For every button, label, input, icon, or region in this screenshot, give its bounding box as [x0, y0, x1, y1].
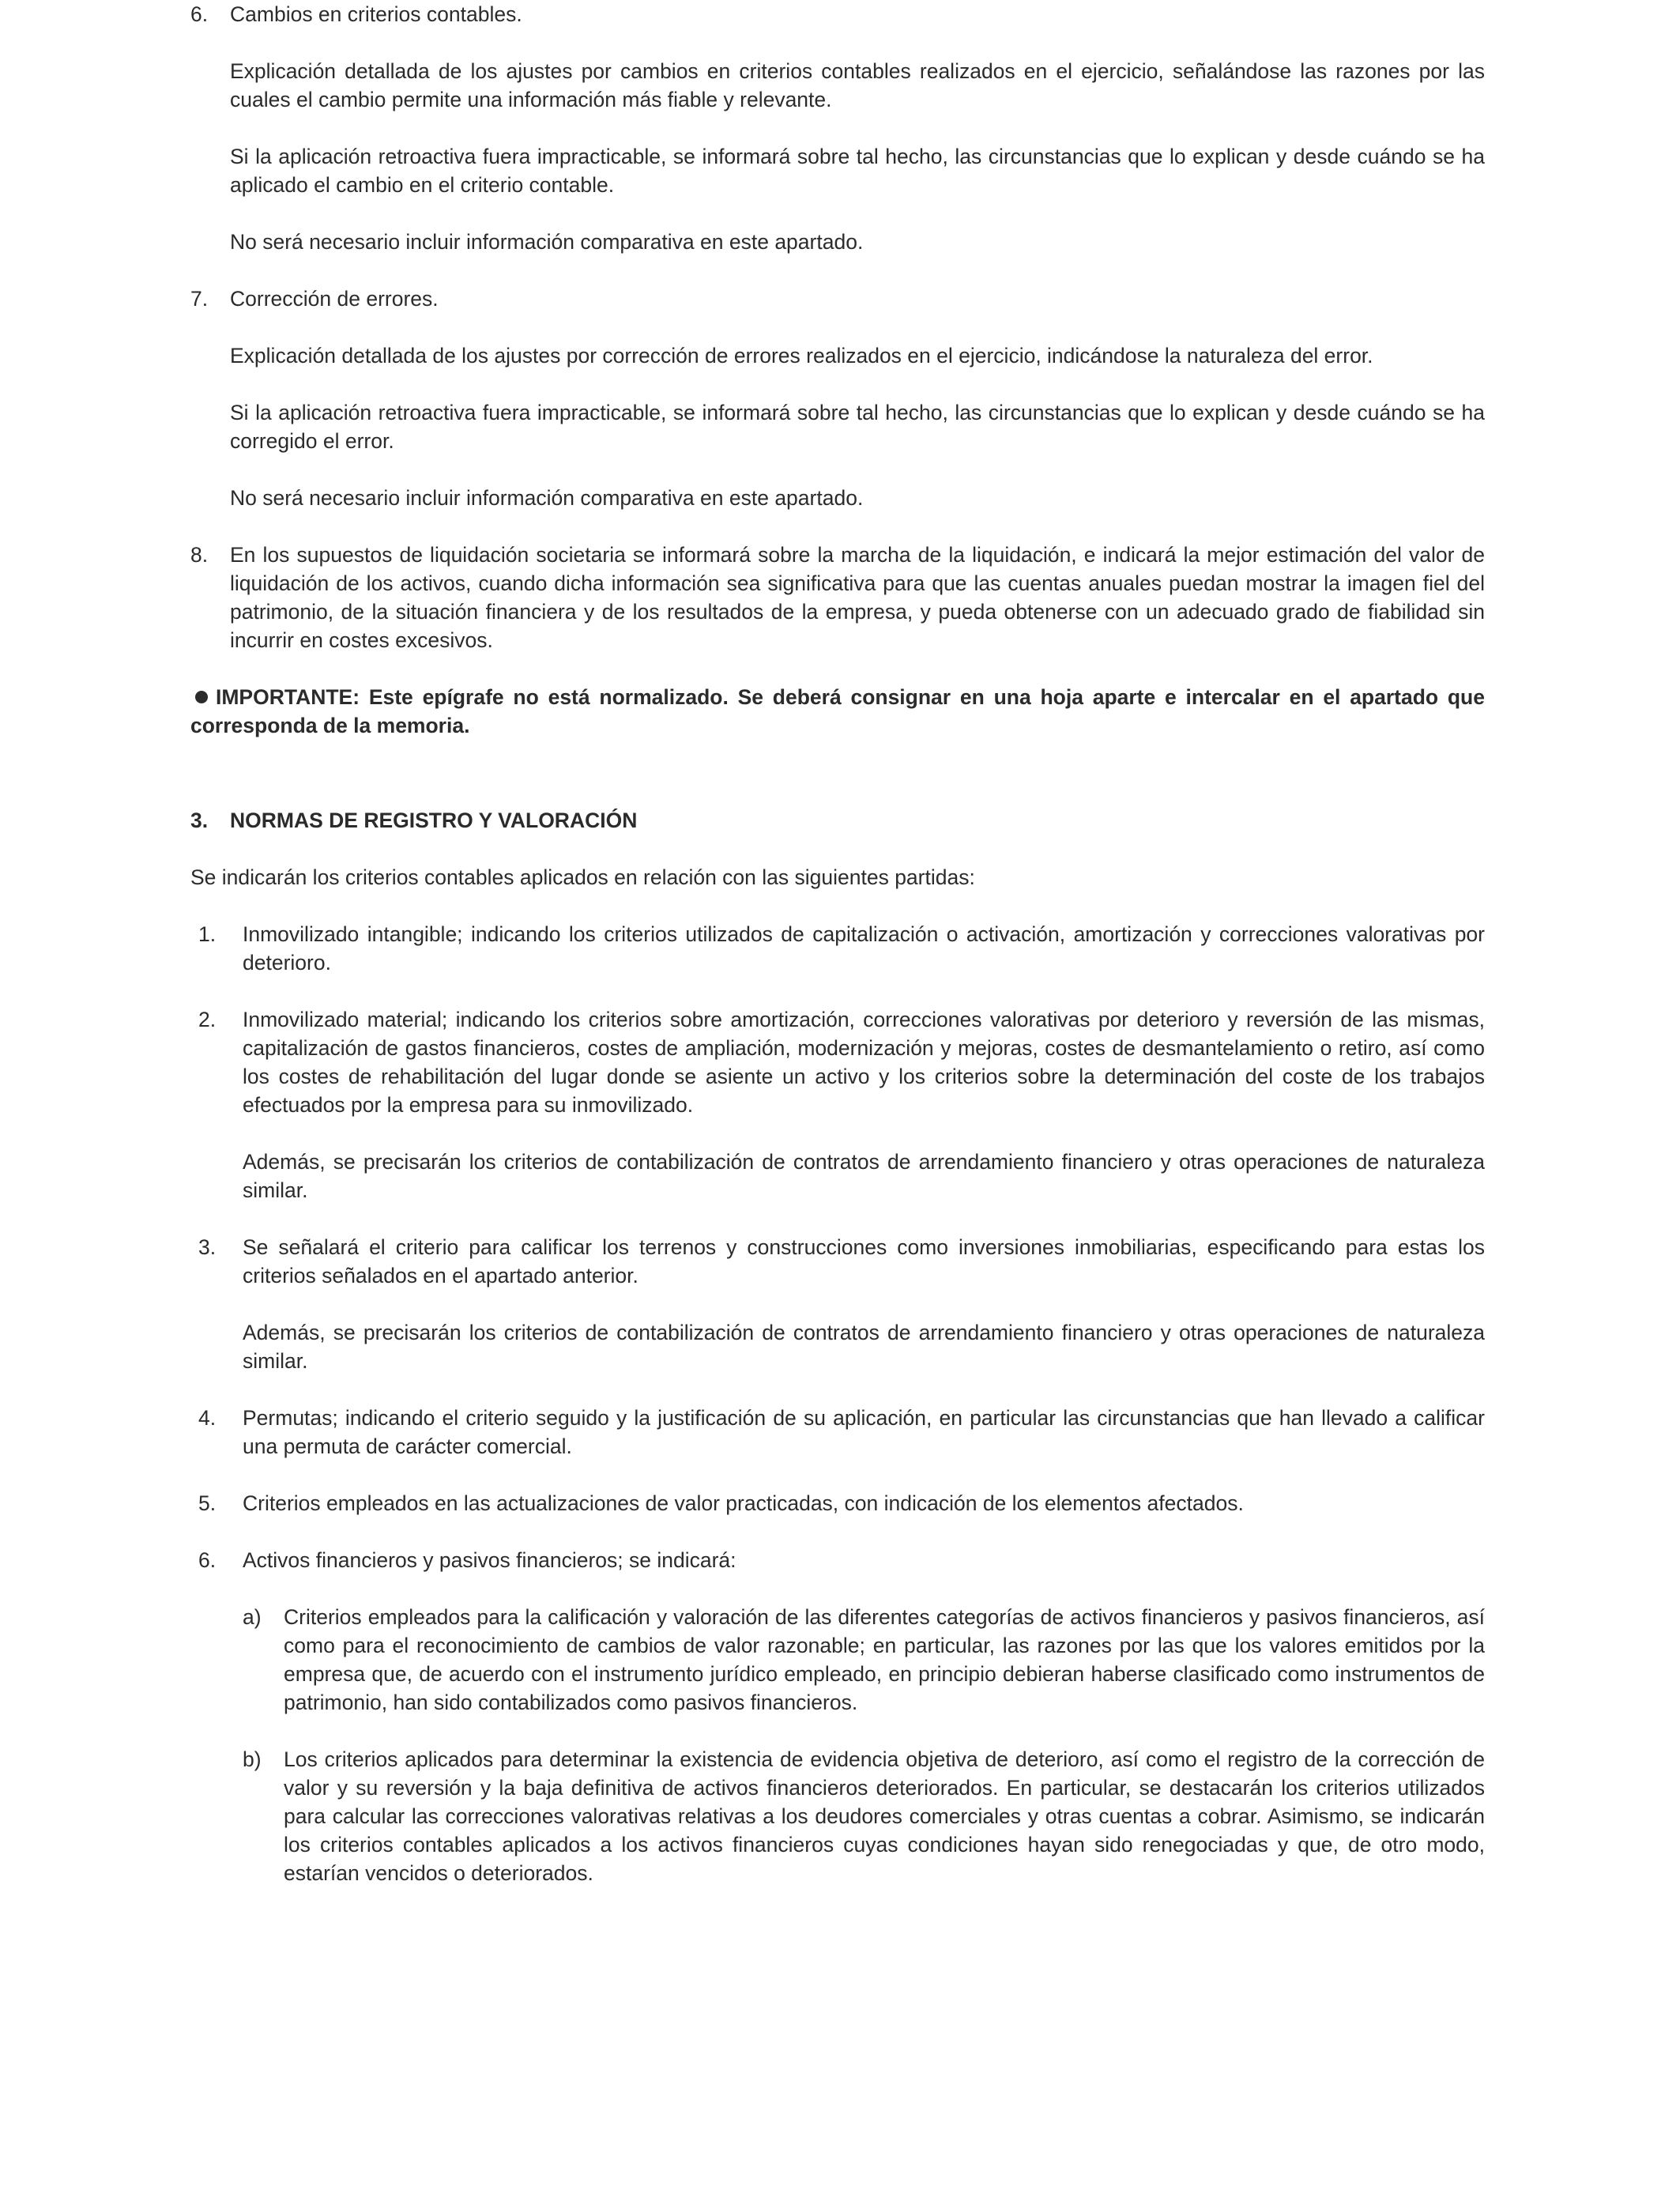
- paragraph: Permutas; indicando el criterio seguido y la justificación de su aplicación, en particular las circunstancias que han llevado a calificar una permuta de carácter comercial.: [243, 1406, 1485, 1458]
- item-number: 1.: [198, 922, 217, 946]
- item-number: 3.: [198, 1235, 217, 1259]
- list-item-s3-4: [190, 1404, 1485, 1461]
- list-item-7: [190, 285, 1485, 512]
- important-note: [190, 683, 1485, 740]
- list-item-6: [190, 0, 1485, 256]
- list-item-s3-5: [190, 1489, 1485, 1517]
- item-title: Corrección de errores.: [230, 287, 439, 311]
- item-number: 5.: [198, 1491, 217, 1515]
- list-item-s3-6: [190, 1546, 1485, 1574]
- paragraph: Si la aplicación retroactiva fuera impracticable, se informará sobre tal hecho, las circunstancias que lo explican y desde cuándo se ha aplicado el cambio en el criterio contable.: [230, 145, 1485, 197]
- paragraph: No será necesario incluir información comparativa en este apartado.: [230, 230, 864, 254]
- paragraph: No será necesario incluir información comparativa en este apartado.: [230, 486, 864, 510]
- paragraph: Criterios empleados en las actualizaciones de valor practicadas, con indicación de los elementos afectados.: [243, 1491, 1244, 1515]
- section-intro: Se indicarán los criterios contables aplicados en relación con las siguientes partidas:: [190, 865, 975, 889]
- list-item-s3-2: [190, 1005, 1485, 1204]
- document-page: [190, 0, 1485, 1887]
- item-number: 8.: [190, 543, 209, 567]
- paragraph: Si la aplicación retroactiva fuera impracticable, se informará sobre tal hecho, las circunstancias que lo explican y desde cuándo se ha corregido el error.: [230, 401, 1485, 453]
- item-number: 7.: [190, 287, 209, 311]
- paragraph: Además, se precisarán los criterios de contabilización de contratos de arrendamiento financiero y otras operaciones de naturaleza similar.: [243, 1150, 1485, 1202]
- sub-item-b: [190, 1745, 1485, 1887]
- list-item-8: [190, 541, 1485, 654]
- paragraph: Explicación detallada de los ajustes por cambios en criterios contables realizados en el ejercicio, señalándose las razones por las cuales el cambio permite una información más fiable y relevante.: [230, 59, 1485, 111]
- paragraph: Explicación detallada de los ajustes por corrección de errores realizados en el ejercicio, indicándose la naturaleza del error.: [230, 344, 1373, 368]
- paragraph: Activos financieros y pasivos financieros; se indicará:: [243, 1548, 736, 1572]
- item-number: 6.: [198, 1548, 217, 1572]
- important-note-text: IMPORTANTE: Este epígrafe no está normalizado. Se deberá consignar en una hoja aparte e intercalar en el apartado que corresponda de la memoria.: [190, 685, 1485, 737]
- item-number: 2.: [198, 1008, 217, 1031]
- paragraph: Los criterios aplicados para determinar la existencia de evidencia objetiva de deterioro, así como el registro de la corrección de valor y su reversión y la baja definitiva de activos financieros deteriorados. En particular, se destacarán los criterios utilizados para calcular las correcciones valorativas relativas a los deudores comerciales y otras cuentas a cobrar. Asimismo, se indicarán los criterios contables aplicados a los activos financieros cuyas condiciones hayan sido renegociadas y que, de otro modo, estarían vencidos o deteriorados.: [284, 1747, 1485, 1885]
- list-item-s3-3: [190, 1233, 1485, 1375]
- paragraph: Criterios empleados para la calificación y valoración de las diferentes categorías de activos financieros y pasivos financieros, así como para el reconocimiento de cambios de valor razonable; en particular, las razones por las que los valores emitidos por la empresa que, de acuerdo con el instrumento jurídico empleado, en principio debieran haberse clasificado como instrumentos de patrimonio, han sido contabilizados como pasivos financieros.: [284, 1605, 1485, 1714]
- sub-item-a: [190, 1603, 1485, 1717]
- list-item-s3-1: [190, 920, 1485, 977]
- item-number: 4.: [198, 1406, 217, 1430]
- bullet-icon: [195, 691, 208, 703]
- paragraph: En los supuestos de liquidación societaria se informará sobre la marcha de la liquidación, e indicará la mejor estimación del valor de liquidación de los activos, cuando dicha información sea significativa para que las cuentas anuales puedan mostrar la imagen fiel del patrimonio, de la situación financiera y de los resultados de la empresa, y pueda obtenerse con un adecuado grado de fiabilidad sin incurrir en costes excesivos.: [230, 543, 1485, 652]
- sub-item-letter: a): [243, 1605, 262, 1629]
- sub-item-letter: b): [243, 1747, 262, 1771]
- section-title: NORMAS DE REGISTRO Y VALORACIÓN: [230, 809, 638, 832]
- section-number: 3.: [190, 809, 209, 832]
- item-title: Cambios en criterios contables.: [230, 2, 522, 26]
- paragraph: Inmovilizado material; indicando los criterios sobre amortización, correcciones valorativas por deterioro y reversión de las mismas, capitalización de gastos financieros, costes de ampliación, modernización y mejoras, costes de desmantelamiento o retiro, así como los costes de rehabilitación del lugar donde se asiente un activo y los criterios sobre la determinación del coste de los trabajos efectuados por la empresa para su inmovilizado.: [243, 1008, 1485, 1117]
- paragraph: Se señalará el criterio para calificar los terrenos y construcciones como inversiones inmobiliarias, especificando para estas los criterios señalados en el apartado anterior.: [243, 1235, 1485, 1287]
- item-number: 6.: [190, 2, 209, 26]
- paragraph: Además, se precisarán los criterios de contabilización de contratos de arrendamiento financiero y otras operaciones de naturaleza similar.: [243, 1321, 1485, 1373]
- section-heading: [190, 806, 1485, 835]
- paragraph: Inmovilizado intangible; indicando los criterios utilizados de capitalización o activación, amortización y correcciones valorativas por deterioro.: [243, 922, 1485, 974]
